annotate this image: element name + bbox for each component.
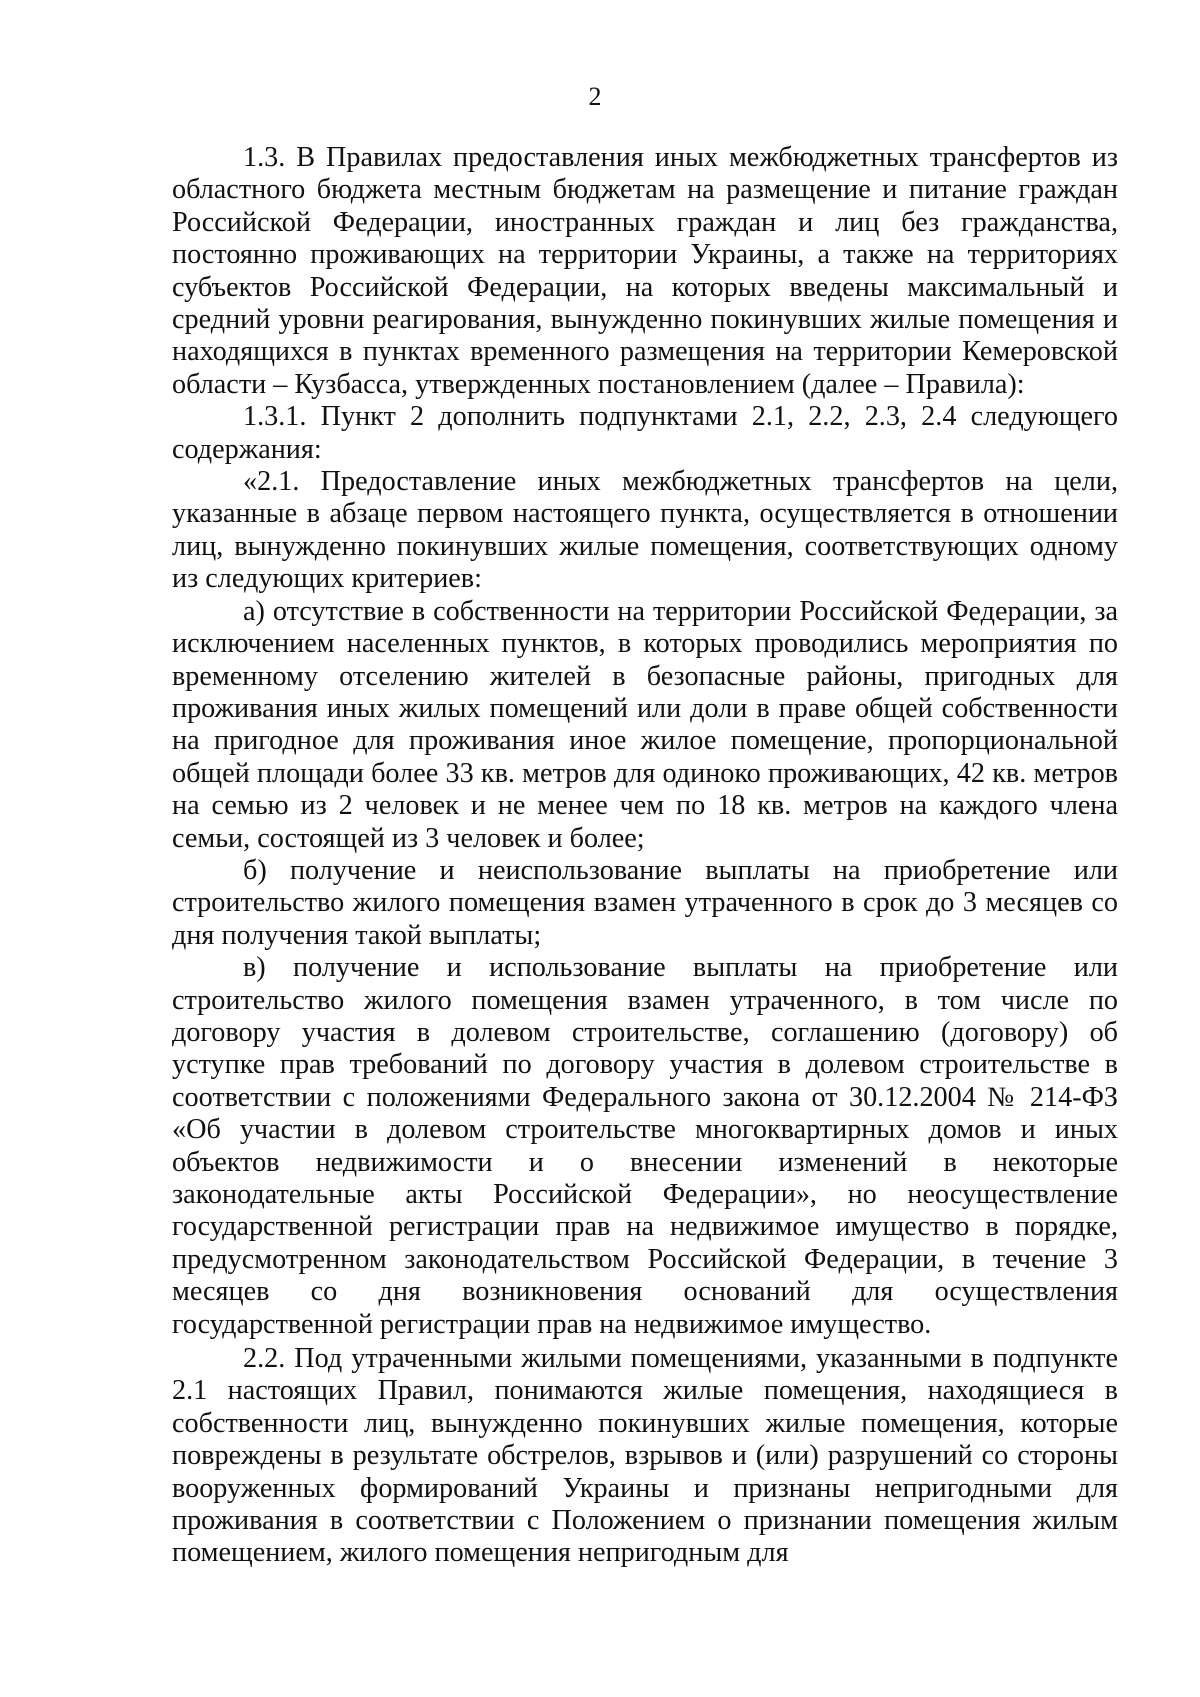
paragraph-2-2: 2.2. Под утраченными жилыми помещениями, указанными в подпункте 2.1 настоящих Правил, понимаются жилые помещения, находящиеся в собственности лиц, вынужденно покинувших жилые помещения, которые повреждены в результате обстрелов, взрывов и (или) разрушений со стороны вооруженных формирований Украины и признаны непригодными для проживания в соответствии с Положением о признании помещения жилым помещением, жилого помещения непригодным для xyxy=(172,1343,1118,1569)
paragraph-1-3: 1.3. В Правилах предоставления иных межбюджетных трансфертов из областного бюджета местным бюджетам на размещение и питание граждан Российской Федерации, иностранных граждан и лиц без гражданства, постоянно проживающих на территории Украины, а также на территориях субъектов Российской Федерации, на которых введены максимальный и средний уровни реагирования, вынужденно покинувших жилые помещения и находящихся в пунктах временного размещения на территории Кемеровской области – Кузбасса, утвержденных постановлением (далее – Правила): xyxy=(172,142,1118,400)
paragraph-criterion-a: а) отсутствие в собственности на территории Российской Федерации, за исключением населенных пунктов, в которых проводились мероприятия по временному отселению жителей в безопасные районы, пригодных для проживания иных жилых помещений или доли в праве общей собственности на пригодное для проживания иное жилое помещение, пропорциональной общей площади более 33 кв. метров для одиноко проживающих, 42 кв. метров на семью из 2 человек и не менее чем по 18 кв. метров на каждого члена семьи, состоящей из 3 человек и более; xyxy=(172,595,1118,854)
paragraph-criterion-b: б) получение и неиспользование выплаты на приобретение или строительство жилого помещения взамен утраченного в срок до 3 месяцев со дня получения такой выплаты; xyxy=(172,854,1118,951)
page-number: 2 xyxy=(588,82,602,111)
paragraph-2-1: «2.1. Предоставление иных межбюджетных трансфертов на цели, указанные в абзаце первом настоящего пункта, осуществляется в отношении лиц, вынужденно покинувших жилые помещения, соответствующих одному из следующих критериев: xyxy=(172,466,1118,595)
paragraph-criterion-v: в) получение и использование выплаты на приобретение или строительство жилого помещения взамен утраченного, в том числе по договору участия в долевом строительстве, соглашению (договору) об уступке прав требований по договору участия в долевом строительстве в соответствии с положениями Федерального закона от 30.12.2004 № 214-ФЗ «Об участии в долевом строительстве многоквартирных домов и иных объектов недвижимости и о внесении изменений в некоторые законодательные акты Российской Федерации», но неосуществление государственной регистрации прав на недвижимое имущество в порядке, предусмотренном законодательством Российской Федерации, в течение 3 месяцев со дня возникновения оснований для осуществления государственной регистрации прав на недвижимое имущество. xyxy=(172,952,1118,1340)
document-body xyxy=(172,142,1118,1570)
paragraph-1-3-1: 1.3.1. Пункт 2 дополнить подпунктами 2.1, 2.2, 2.3, 2.4 следующего содержания: xyxy=(172,401,1118,465)
